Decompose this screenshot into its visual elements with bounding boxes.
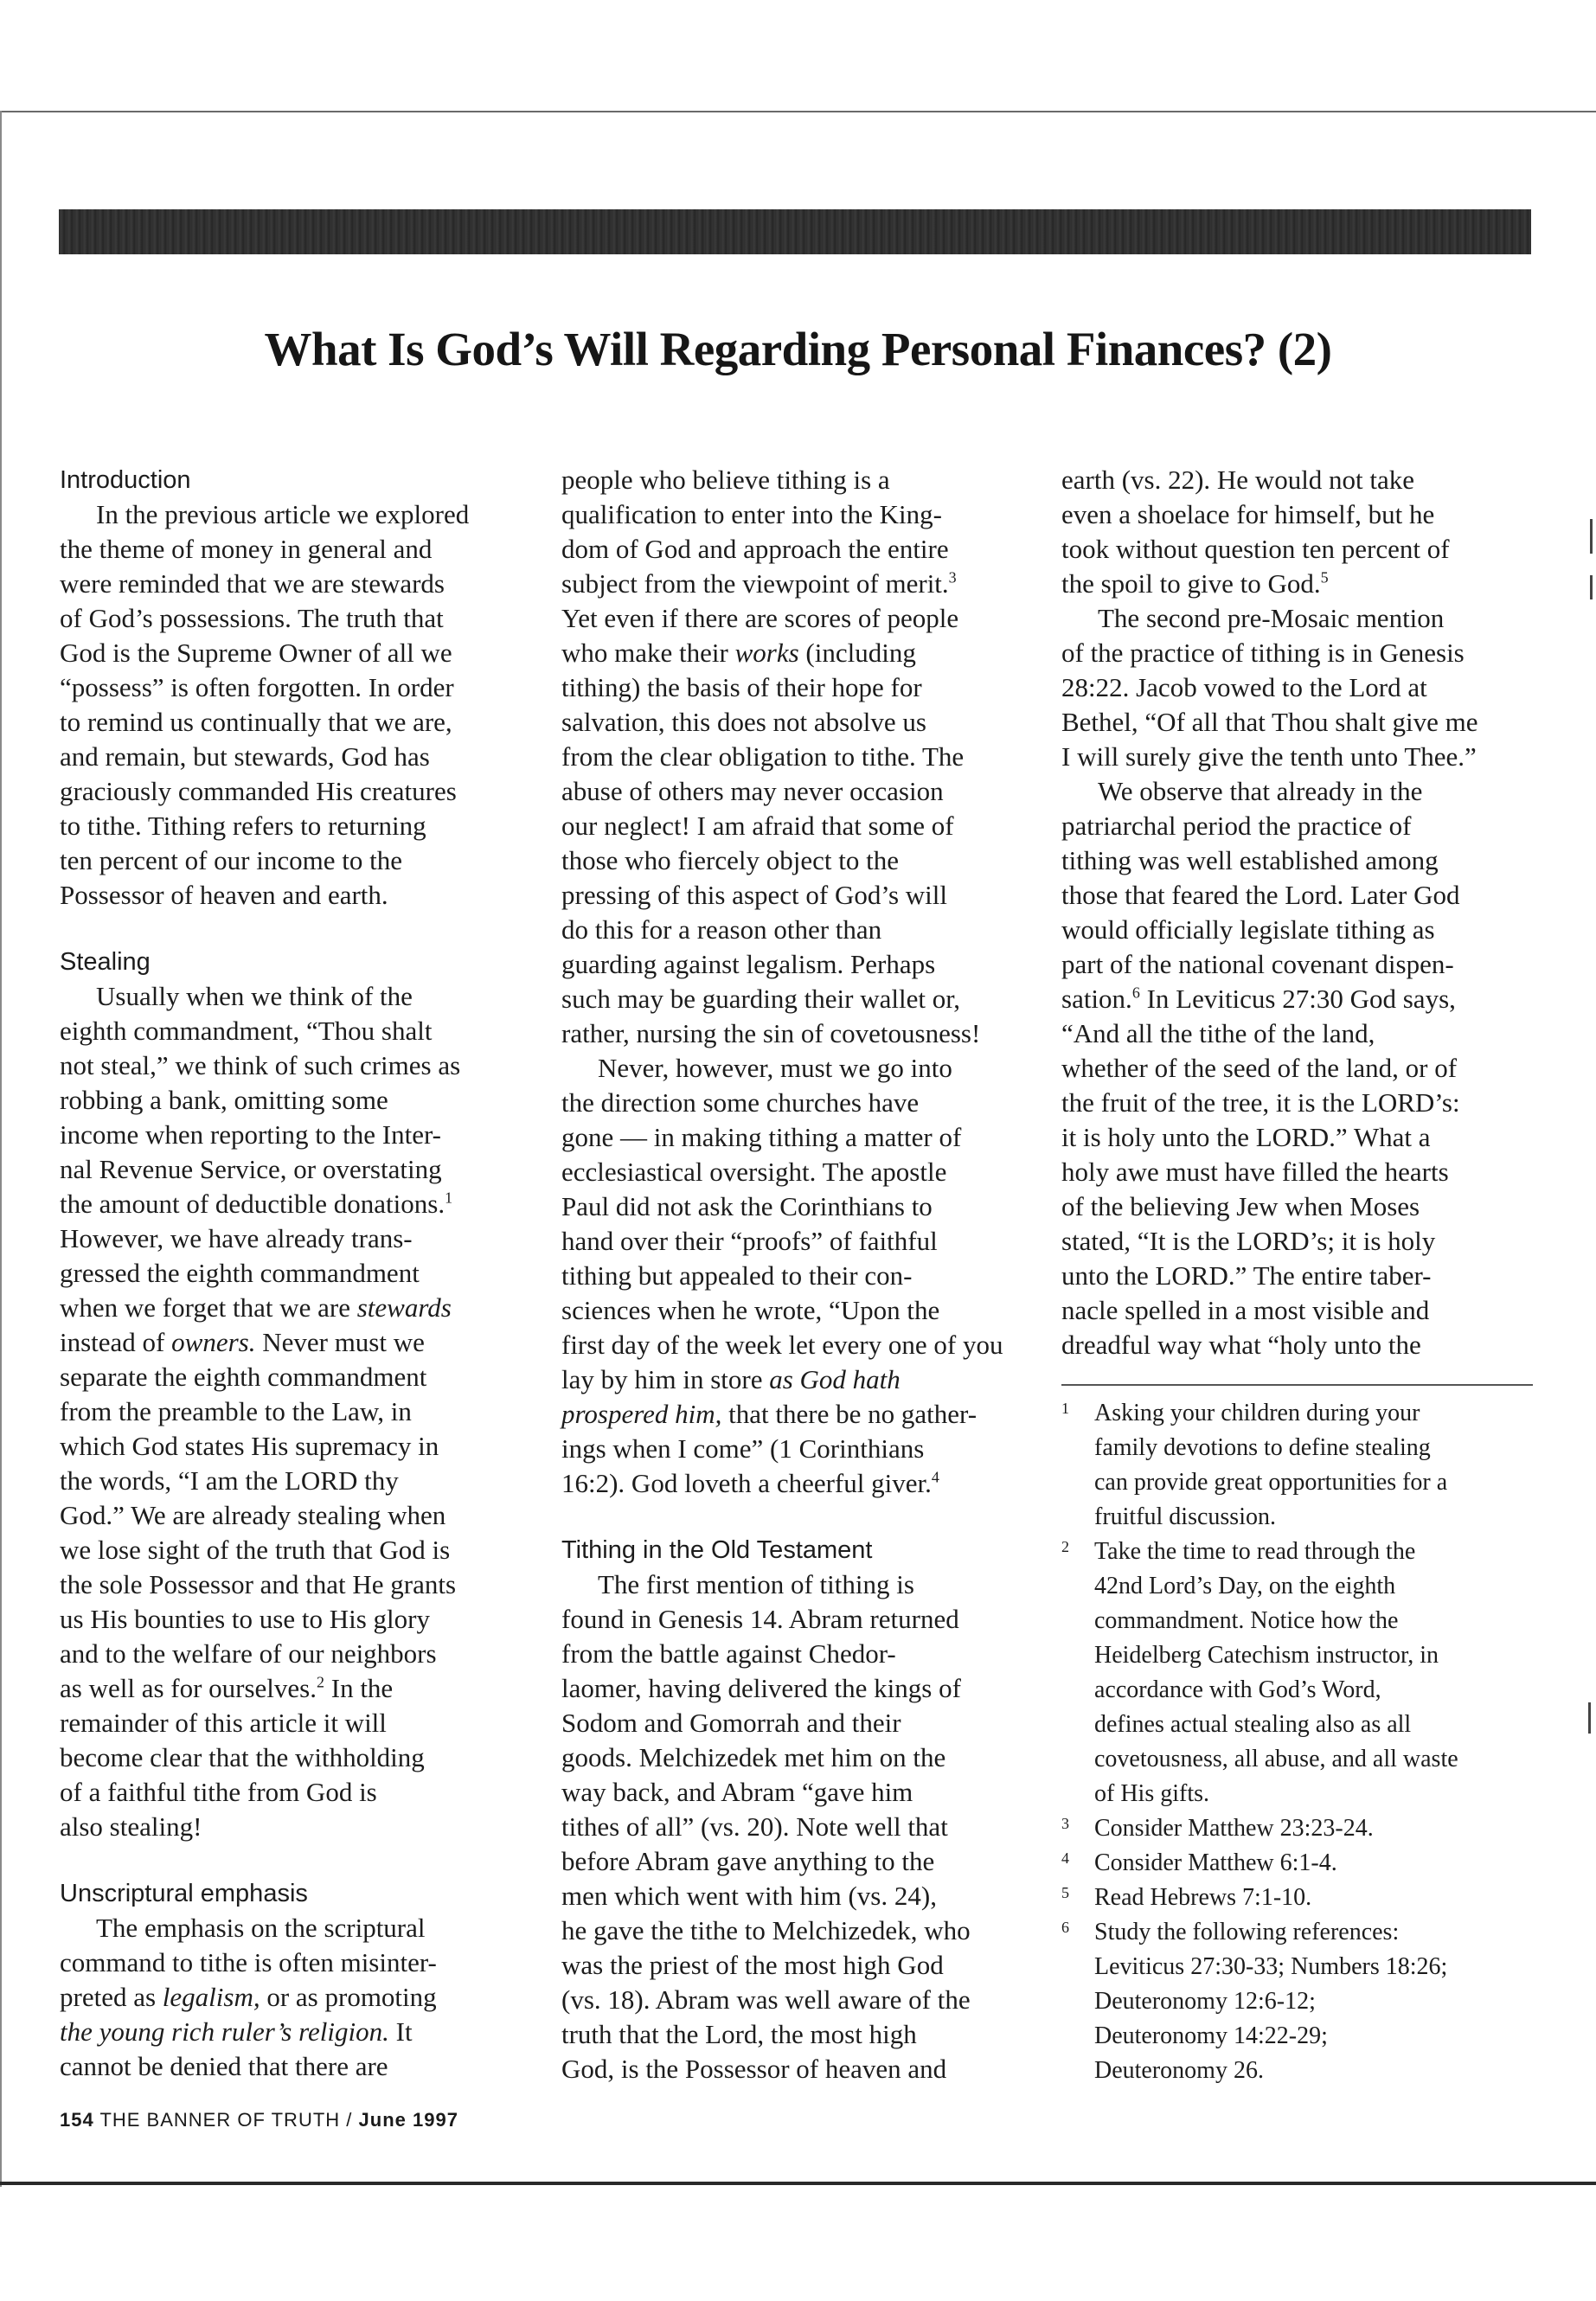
text-line: “possess” is often forgotten. In order <box>60 672 454 702</box>
text-line: way back, and Abram “gave him <box>561 1777 913 1807</box>
text-line: the direction some churches have <box>561 1087 920 1118</box>
text-line: earth (vs. 22). He would not take <box>1061 465 1415 495</box>
text-line: of God’s possessions. The truth that <box>60 603 444 633</box>
text-line: the words, “I am the LORD thy <box>60 1465 399 1496</box>
text-line: and to the welfare of our neighbors <box>60 1638 437 1669</box>
footnote-line: Deuteronomy 14:22-29; <box>1094 2022 1328 2049</box>
article-title: What Is God’s Will Regarding Personal Finances? (2) <box>264 323 1332 375</box>
section-heading-stealing: Stealing <box>60 948 151 976</box>
text-line: qualification to enter into the King- <box>561 499 942 529</box>
footnote-number: 4 <box>1061 1849 1069 1867</box>
text-line: lay by him in store as God hath <box>561 1364 901 1394</box>
text-line: us His bounties to use to His glory <box>60 1604 430 1634</box>
footnote-1 <box>1061 1396 1546 1535</box>
footnote-6 <box>1061 1915 1546 2088</box>
footnote-number: 5 <box>1061 1884 1069 1901</box>
text-line: it is holy unto the LORD.” What a <box>1061 1122 1431 1152</box>
footnote-line: covetousness, all abuse, and all waste <box>1094 1746 1458 1772</box>
issue-date: June 1997 <box>358 2109 458 2131</box>
scan-speck <box>1588 1702 1591 1734</box>
banner-bar <box>59 209 1531 254</box>
column-3 <box>1061 463 1542 1362</box>
footnotes <box>1061 1396 1546 2088</box>
text-line: men which went with him (vs. 24), <box>561 1881 937 1911</box>
section-heading-tithing-old-testament: Tithing in the Old Testament <box>561 1536 873 1564</box>
text-line: found in Genesis 14. Abram returned <box>561 1604 959 1634</box>
text-line: who make their works (including <box>561 638 916 668</box>
footnote-ref-2[interactable]: 2 <box>317 1673 324 1691</box>
text-line: 28:22. Jacob vowed to the Lord at <box>1061 672 1427 702</box>
text-line: those that feared the Lord. Later God <box>1061 880 1460 910</box>
text-line: the fruit of the tree, it is the LORD’s: <box>1061 1087 1460 1118</box>
text-line: would officially legislate tithing as <box>1061 914 1435 945</box>
text-line: become clear that the withholding <box>60 1742 425 1772</box>
footnote-line: commandment. Notice how the <box>1094 1607 1399 1634</box>
text-line: tithing was well established among <box>1061 845 1439 875</box>
footnote-line: Take the time to read through the <box>1094 1538 1416 1565</box>
text-line: nacle spelled in a most visible and <box>1061 1295 1430 1325</box>
text-line: tithing but appealed to their con- <box>561 1260 913 1291</box>
introduction-paragraph <box>60 497 544 913</box>
footnote-ref-3[interactable]: 3 <box>948 568 957 586</box>
footnote-number: 1 <box>1061 1400 1069 1417</box>
text-line: instead of owners. Never must we <box>60 1327 425 1357</box>
text-line: separate the eighth commandment <box>60 1362 427 1392</box>
footnote-3 <box>1061 1811 1546 1846</box>
footnote-line: family devotions to define stealing <box>1094 1434 1431 1461</box>
text-line: abuse of others may never occasion <box>561 776 944 806</box>
text-line: guarding against legalism. Perhaps <box>561 949 936 979</box>
text-line: dreadful way what “holy unto the <box>1061 1330 1421 1360</box>
text-line: preted as legalism, or as promoting <box>60 1982 437 2012</box>
text-line: to remind us continually that we are, <box>60 707 452 737</box>
page-number: 154 <box>60 2109 94 2131</box>
text-line: Possessor of heaven and earth. <box>60 880 388 910</box>
abram-paragraph-continued <box>1061 463 1542 601</box>
text-line: graciously commanded His creatures <box>60 776 457 806</box>
text-line: and remain, but stewards, God has <box>60 741 430 772</box>
text-line: from the clear obligation to tithe. The <box>561 741 965 772</box>
footnote-line: Study the following references: <box>1094 1919 1400 1945</box>
footnote-line: Read Hebrews 7:1-10. <box>1094 1884 1312 1911</box>
text-line: took without question ten percent of <box>1061 534 1450 564</box>
text-line: the spoil to give to God.$^5$ <box>1061 568 1329 599</box>
text-line: was the priest of the most high God <box>561 1950 944 1980</box>
folio-separator: / <box>346 2109 353 2131</box>
footnote-ref-4[interactable]: 4 <box>931 1468 939 1486</box>
unscriptural-paragraph-continued <box>561 463 1029 1051</box>
jacob-paragraph <box>1061 601 1542 982</box>
text-line: In the previous article we explored <box>96 499 470 529</box>
text-line: from the battle against Chedor- <box>561 1638 896 1669</box>
footnote-line: 42nd Lord’s Day, on the eighth <box>1094 1573 1396 1599</box>
text-line: tithes of all” (vs. 20). Note well that <box>561 1811 948 1842</box>
text-line: the sole Possessor and that He grants <box>60 1569 457 1599</box>
text-line: when we forget that we are stewards <box>60 1292 452 1323</box>
footnote-ref-5[interactable]: 5 <box>1320 568 1329 586</box>
text-line: remainder of this article it will <box>60 1708 387 1738</box>
footnote-4 <box>1061 1846 1546 1881</box>
text-line: from the preamble to the Law, in <box>60 1396 412 1426</box>
column-2 <box>561 463 1029 2086</box>
text-line: nal Revenue Service, or overstating <box>60 1154 442 1184</box>
text-line: also stealing! <box>60 1811 202 1842</box>
text-line: Yet even if there are scores of people <box>561 603 959 633</box>
text-line: gone — in making tithing a matter of <box>561 1122 962 1152</box>
text-line: income when reporting to the Inter- <box>60 1119 441 1150</box>
unscriptural-paragraph <box>60 1911 544 2084</box>
page-edge-top <box>0 111 1596 112</box>
text-line: truth that the Lord, the most high <box>561 2019 917 2049</box>
page-edge-left <box>0 111 2 2187</box>
text-line: cannot be denied that there are <box>60 2051 388 2081</box>
text-line: laomer, having delivered the kings of <box>561 1673 961 1703</box>
text-line: ecclesiastical oversight. The apostle <box>561 1157 947 1187</box>
text-line: pressing of this aspect of God’s will <box>561 880 948 910</box>
footnote-line: Deuteronomy 12:6-12; <box>1094 1988 1316 2015</box>
footnote-line: accordance with God’s Word, <box>1094 1676 1381 1703</box>
text-line: of the believing Jew when Moses <box>1061 1191 1420 1221</box>
text-line: However, we have already trans- <box>60 1223 413 1253</box>
text-line: command to tithe is often misinter- <box>60 1947 437 1977</box>
text-line: robbing a bank, omitting some <box>60 1085 388 1115</box>
text-line: such may be guarding their wallet or, <box>561 984 961 1014</box>
scan-speck <box>1590 575 1593 599</box>
text-line: The emphasis on the scriptural <box>96 1913 426 1943</box>
footnote-number: 2 <box>1061 1538 1069 1555</box>
text-line: of a faithful tithe from God is <box>60 1777 377 1807</box>
footnote-line: Deuteronomy 26. <box>1094 2057 1264 2084</box>
text-line: ings when I come” (1 Corinthians <box>561 1433 925 1464</box>
text-line: to tithe. Tithing refers to returning <box>60 811 426 841</box>
text-line: hand over their “proofs” of faithful <box>561 1226 938 1256</box>
footnote-line: Heidelberg Catechism instructor, in <box>1094 1642 1439 1669</box>
text-line: subject from the viewpoint of merit.$^3$ <box>561 568 957 599</box>
footnote-5 <box>1061 1881 1546 1915</box>
footnote-line: of His gifts. <box>1094 1780 1209 1807</box>
footnote-line: can provide great opportunities for a <box>1094 1469 1448 1496</box>
text-line: as well as for ourselves.$^2$ In the <box>60 1673 394 1703</box>
old-testament-paragraph <box>561 1567 1029 2086</box>
text-line: whether of the seed of the land, or of <box>1061 1053 1458 1083</box>
text-line: people who believe tithing is a <box>561 465 890 495</box>
stealing-paragraph <box>60 979 544 1844</box>
text-line: holy awe must have filled the hearts <box>1061 1157 1449 1187</box>
text-line: gressed the eighth commandment <box>60 1258 420 1288</box>
footnote-line: fruitful discussion. <box>1094 1503 1276 1530</box>
text-line: I will surely give the tenth unto Thee.” <box>1061 741 1477 772</box>
footnote-line: Asking your children during your <box>1094 1400 1420 1426</box>
text-line: rather, nursing the sin of covetousness! <box>561 1018 981 1048</box>
text-line: unto the LORD.” The entire taber- <box>1061 1260 1432 1291</box>
footnote-2 <box>1061 1535 1546 1811</box>
text-line: our neglect! I am afraid that some of <box>561 811 954 841</box>
text-line: of the practice of tithing is in Genesis <box>1061 638 1465 668</box>
text-line: The second pre-Mosaic mention <box>1098 603 1445 633</box>
text-line: patriarchal period the practice of <box>1061 811 1412 841</box>
publication-name: THE BANNER OF TRUTH <box>99 2109 341 2131</box>
page-folio <box>60 2109 458 2131</box>
footnote-line: Consider Matthew 23:23-24. <box>1094 1815 1374 1842</box>
text-line: God is the Supreme Owner of all we <box>60 638 452 668</box>
leviticus-paragraph <box>1061 982 1542 1362</box>
footnote-rule <box>1061 1384 1533 1386</box>
text-line: part of the national covenant dispen- <box>1061 949 1454 979</box>
text-line: even a shoelace for himself, but he <box>1061 499 1435 529</box>
text-line: (vs. 18). Abram was well aware of the <box>561 1984 971 2015</box>
text-line: Sodom and Gomorrah and their <box>561 1708 901 1738</box>
text-line: tithing) the basis of their hope for <box>561 672 922 702</box>
text-line: first day of the week let every one of you <box>561 1330 1003 1360</box>
text-line: those who fiercely object to the <box>561 845 899 875</box>
text-line: the theme of money in general and <box>60 534 433 564</box>
text-line: dom of God and approach the entire <box>561 534 949 564</box>
text-line: sciences when he wrote, “Upon the <box>561 1295 940 1325</box>
text-line: were reminded that we are stewards <box>60 568 445 599</box>
text-line: 16:2). God loveth a cheerful giver.$^4$ <box>561 1468 939 1498</box>
oversight-paragraph <box>561 1051 1029 1501</box>
text-line: “And all the tithe of the land, <box>1061 1018 1375 1048</box>
text-line: the young rich ruler’s religion. It <box>60 2016 413 2047</box>
scan-speck <box>1590 519 1593 554</box>
text-line: not steal,” we think of such crimes as <box>60 1050 461 1080</box>
text-line: do this for a reason other than <box>561 914 882 945</box>
footnote-line: Leviticus 27:30-33; Numbers 18:26; <box>1094 1953 1448 1980</box>
text-line: sation.$^6$ In Leviticus 27:30 God says, <box>1061 984 1456 1014</box>
text-line: salvation, this does not absolve us <box>561 707 926 737</box>
text-line: We observe that already in the <box>1098 776 1423 806</box>
text-line: stated, “It is the LORD’s; it is holy <box>1061 1226 1436 1256</box>
text-line: Usually when we think of the <box>96 981 413 1011</box>
text-line: he gave the tithe to Melchizedek, who <box>561 1915 971 1945</box>
footnote-ref-6[interactable]: 6 <box>1131 984 1140 1002</box>
text-line: we lose sight of the truth that God is <box>60 1535 451 1565</box>
footnote-number: 3 <box>1061 1815 1069 1832</box>
text-line: eighth commandment, “Thou shalt <box>60 1016 433 1046</box>
text-line: which God states His supremacy in <box>60 1431 439 1461</box>
footnote-number: 6 <box>1061 1919 1069 1936</box>
footnote-ref-1[interactable]: 1 <box>445 1189 453 1207</box>
text-line: Never, however, must we go into <box>598 1053 952 1083</box>
page-edge-bottom <box>0 2182 1596 2185</box>
column-1 <box>60 463 544 2084</box>
text-line: Bethel, “Of all that Thou shalt give me <box>1061 707 1478 737</box>
footnote-line: defines actual stealing also as all <box>1094 1711 1412 1738</box>
text-line: The first mention of tithing is <box>598 1569 914 1599</box>
text-line: goods. Melchizedek met him on the <box>561 1742 946 1772</box>
text-line: before Abram gave anything to the <box>561 1846 935 1876</box>
section-heading-unscriptural-emphasis: Unscriptural emphasis <box>60 1880 308 1907</box>
footnote-line: Consider Matthew 6:1-4. <box>1094 1849 1337 1876</box>
text-line: prospered him, that there be no gather- <box>561 1399 977 1429</box>
text-line: ten percent of our income to the <box>60 845 402 875</box>
text-line: Paul did not ask the Corinthians to <box>561 1191 933 1221</box>
text-line: God.” We are already stealing when <box>60 1500 446 1530</box>
text-line: God, is the Possessor of heaven and <box>561 2054 947 2084</box>
section-heading-introduction: Introduction <box>60 466 191 494</box>
text-line: the amount of deductible donations.$^1$ <box>60 1189 453 1219</box>
